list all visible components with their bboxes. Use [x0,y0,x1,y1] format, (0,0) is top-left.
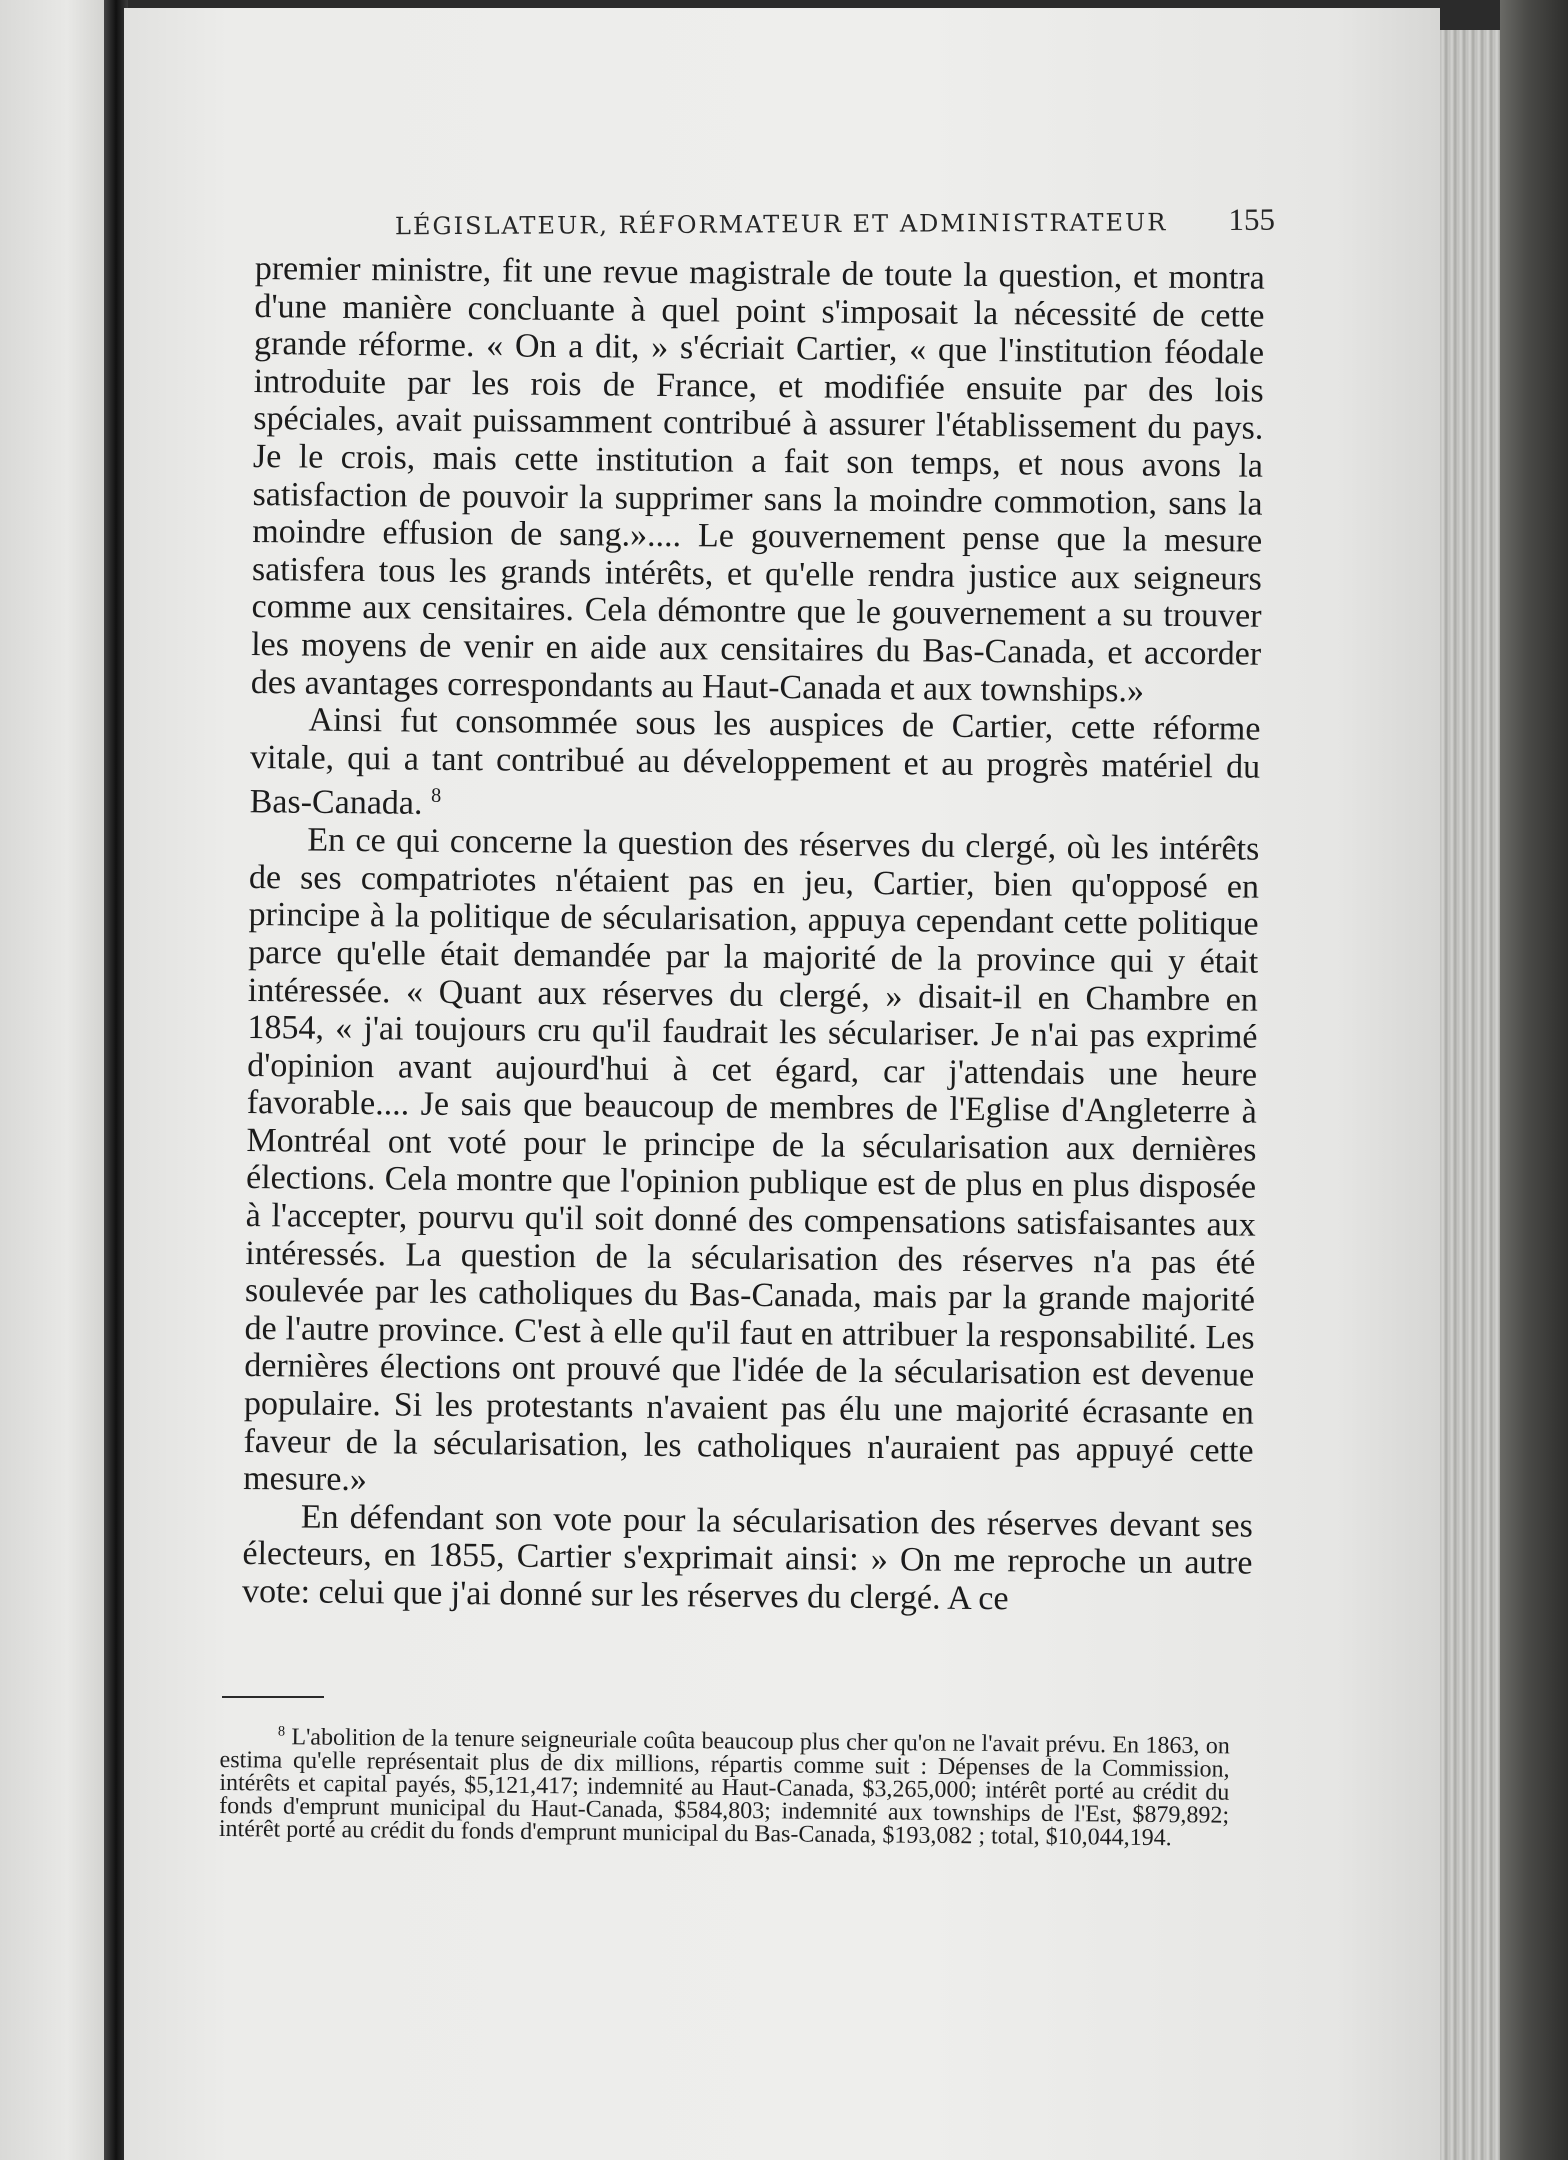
footnote-marker: 8 [277,1723,286,1740]
facing-page-edge [0,0,112,2160]
book-binding [1500,0,1568,2160]
footnote-text: L'abolition de la tenure seigneuriale coûta beaucoup plus cher qu'on ne l'avait prévu. En 1863, on estima qu'elle représentait plus de dix millions, répartis comme suit : Dépenses de la Commission, intérêts et capital payés, $5,121,417; indemnité au Haut-Canada, $3,265,000; intérêt porté au crédit du fonds d'emprunt municipal du Haut-Canada, $584,803; indemnité aux townships de l'Est, $879,892; intérêt porté au crédit du fonds d'emprunt municipal du Bas-Canada, $193,082 ; total, $10,044,194. [218,1724,1230,1851]
paragraph-2 [250,701,1261,831]
running-title: LÉGISLATEUR, RÉFORMATEUR ET ADMINISTRATEUR [394,208,1168,241]
paragraph-4: En défendant son vote pour la sécularisation des réserves devant ses électeurs, en 1855, Cartier s'exprimait ainsi: » On me reproche un autre vote: celui que j'ai donné sur les réserves du clergé. A ce [241,1498,1253,1618]
body-text [242,250,1265,1620]
running-head [395,202,1275,247]
page-number: 155 [1228,201,1276,237]
footnote [219,1720,1230,1850]
footnote-reference: 8 [430,785,442,808]
footnote-rule [222,1696,324,1698]
paragraph-3: En ce qui concerne la question des réserves du clergé, où les intérêts de ses compatriotes n'étaient pas en jeu, Cartier, bien qu'opposé en principe à la politique de sécularisation, appuya cependant cette politique parce qu'elle était demandée par la majorité de la province qui y était intéressée. « Quant aux réserves du clergé, » disait-il en Chambre en 1854, « j'ai toujours cru qu'il faudrait les séculariser. Je n'ai pas exprimé d'opinion avant aujourd'hui à cet égard, car j'attendais une heure favorable.... Je sais que beaucoup de membres de l'Eglise d'Angleterre à Montréal ont voté pour le principe de la sécularisation aux dernières élections. Cela montre que l'opinion publique est de plus en plus disposée à l'accepter, pourvu qu'il soit donné des compensations satisfaisantes aux intéressés. La question de la sécularisation des réserves n'a pas été soulevée par les catholiques du Bas-Canada, mais par la grande majorité de l'autre province. C'est à elle qu'il faut en attribuer la responsabilité. Les dernières élections ont prouvé que l'idée de la sécularisation est devenue populaire. Si les protestants n'avaient pas élu une majorité écrasante en faveur de la sécularisation, les catholiques n'auraient pas appuyé cette mesure.» [243,821,1260,1499]
paragraph-1: premier ministre, fit une revue magistrale de toute la question, et montra d'une manière concluante à quel point s'imposait la nécessité de cette grande réforme. « On a dit, » s'écriait Cartier, « que l'institution féodale introduite par les rois de France, et modifiée ensuite par des lois spéciales, avait puissamment contribué à assurer l'établissement du pays. Je le crois, mais cette institution a fait son temps, et nous avons la satisfaction de pouvoir la supprimer sans la moindre commotion, sans la moindre effusion de sang.».... Le gouvernement pense que la mesure satisfera tous les grands intérêts, et qu'elle rendra justice aux seigneurs comme aux censitaires. Cela démontre que le gouvernement a su trouver les moyens de venir en aide aux censitaires du Bas-Canada, et accorder des avantages correspondants au Haut-Canada et aux townships.» [250,250,1265,710]
paragraph-2-text: Ainsi fut consommée sous les auspices de Cartier, cette réforme vitale, qui a tant contribué au développement et au progrès matériel du Bas-Canada. [249,701,1261,823]
